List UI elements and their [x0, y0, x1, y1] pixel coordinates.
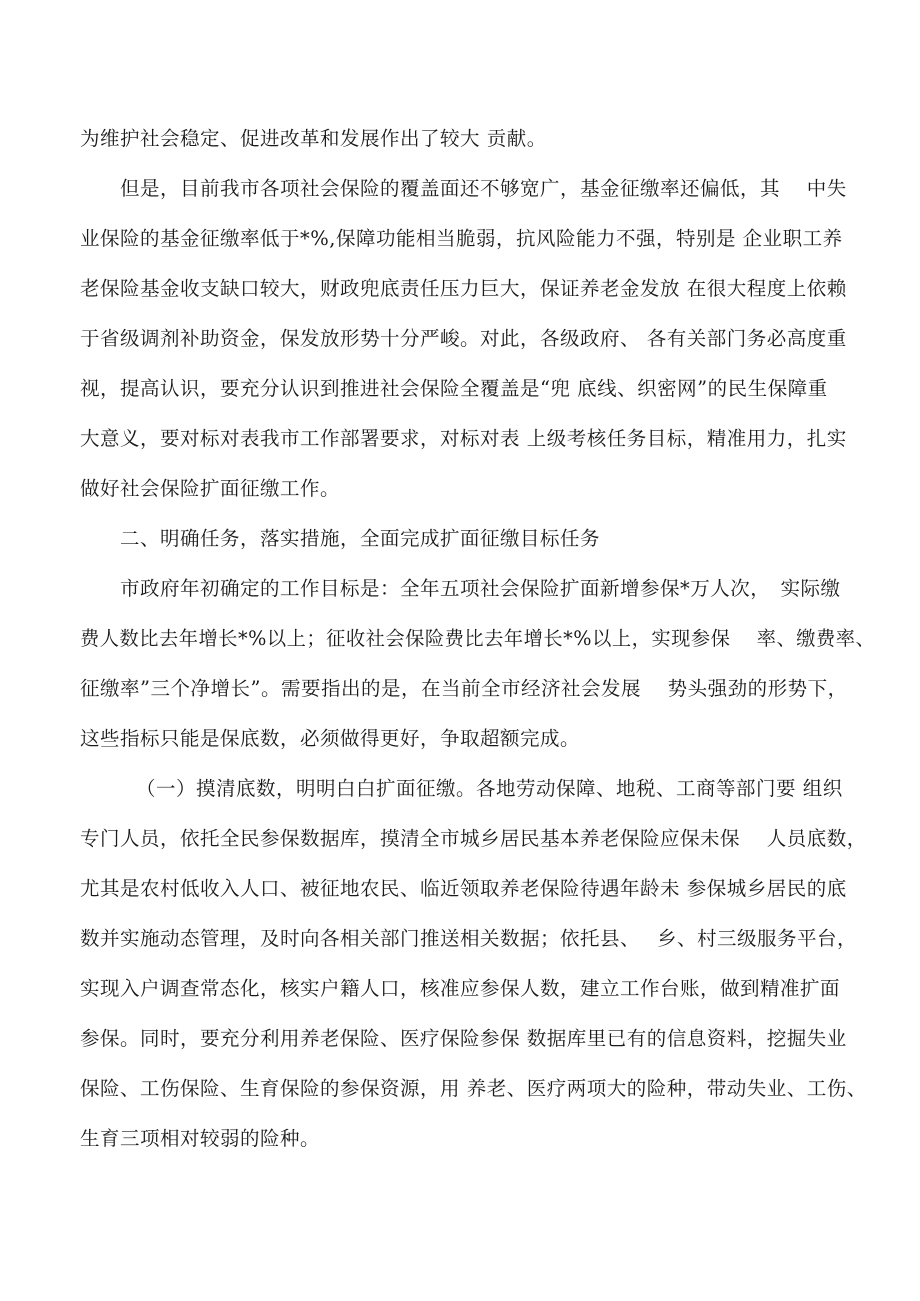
text-line: 这些指标只能是保底数，必须做得更好，争取超额完成。: [80, 727, 581, 750]
text-line: 大意义，要对标对表我市工作部署要求，对标对表 上级考核任务目标，精准用力，扎实: [80, 427, 847, 450]
text-line: 尤其是农村低收入人口、被征地农民、临近领取养老保险待遇年龄未 参保城乡居民的底: [80, 877, 847, 900]
text-line: 征缴率”三个净增长”。需要指出的是，在当前全市经济社会发展 势头强劲的形势下，: [80, 677, 848, 700]
text-line: 实现入户调查常态化，核实户籍人口，核准应参保人数，建立工作台账，做到精准扩面: [80, 977, 841, 1000]
text-line: 生育三项相对较弱的险种。: [80, 1127, 321, 1150]
text-line: 专门人员，依托全民参保数据库，摸清全市城乡居民基本养老保险应保未保 人员底数，: [80, 827, 867, 850]
text-line: 为维护社会稳定、促进改革和发展作出了较大 贡献。: [80, 127, 547, 150]
text-line: 费人数比去年增长*%以上；征收社会保险费比去年增长*%以上，实现参保 率、缴费率、: [80, 627, 876, 650]
text-line: 保险、工伤保险、生育保险的参保资源，用 养老、医疗两项大的险种，带动失业、工伤、: [80, 1077, 867, 1100]
paragraph-start-line: 但是，目前我市各项社会保险的覆盖面还不够宽广，基金征缴率还偏低，其 中失: [120, 177, 847, 200]
paragraph-start-line: 市政府年初确定的工作目标是：全年五项社会保险扩面新增参保*万人次， 实际缴: [120, 577, 841, 600]
text-line: 老保险基金收支缺口较大，财政兜底责任压力巨大，保证养老金发放 在很大程度上依赖: [80, 277, 847, 300]
text-line: 于省级调剂补助资金，保发放形势十分严峻。对此，各级政府、 各有关部门务必高度重: [80, 327, 847, 350]
subsection-heading-line: （一）摸清底数，明明白白扩面征缴。各地劳动保障、地税、工商等部门要 组织: [136, 777, 843, 800]
text-line: 业保险的基金征缴率低于*%,保障功能相当脆弱，抗风险能力不强，特别是 企业职工养: [80, 227, 843, 250]
text-line: 数并实施动态管理，及时向各相关部门推送相关数据；依托县、 乡、村三级服务平台，: [80, 927, 857, 950]
text-line: 做好社会保险扩面征缴工作。: [80, 477, 341, 500]
text-line: 参保。同时，要充分利用养老保险、医疗保险参保 数据库里已有的信息资料，挖掘失业: [80, 1027, 847, 1050]
text-line: 视，提高认识，要充分认识到推进社会保险全覆盖是“兜 底线、织密网”的民生保障重: [80, 377, 828, 400]
section-heading: 二、明确任务，落实措施，全面完成扩面征缴目标任务: [120, 527, 601, 550]
